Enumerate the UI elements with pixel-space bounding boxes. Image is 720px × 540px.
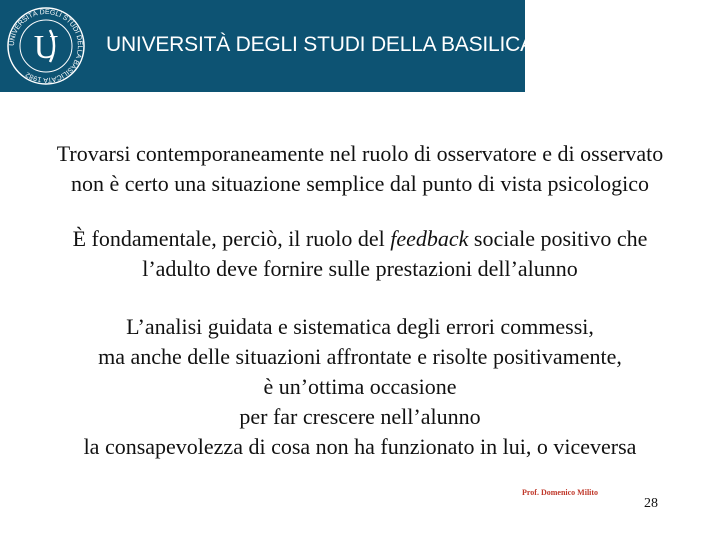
paragraph-2-text-before: È fondamentale, perciò, il ruolo del (72, 226, 391, 251)
paragraph-3 (20, 312, 700, 462)
paragraph-1 (20, 139, 700, 199)
paragraph-2-line-1 (20, 224, 700, 254)
university-name: UNIVERSITÀ DEGLI STUDI DELLA BASILICATA (106, 33, 558, 56)
paragraph-2 (20, 224, 700, 284)
seal-ring-text: UNIVERSITÀ DEGLI STUDI DELLA BASILICATA 1982 (8, 8, 84, 84)
paragraph-3-line-2: ma anche delle situazioni affrontate e risolte positivamente, (98, 344, 622, 369)
paragraph-1-line-1: Trovarsi contemporaneamente nel ruolo di osservatore e di osservato (56, 141, 664, 166)
university-seal-icon (6, 6, 86, 86)
paragraph-1-line-2: non è certo una situazione semplice dal punto di vista psicologico (71, 171, 649, 196)
author-credit: Prof. Domenico Milito (522, 488, 599, 497)
paragraph-3-line-5: la consapevolezza di cosa non ha funzionato in lui, o viceversa (83, 434, 637, 459)
page-number: 28 (644, 496, 658, 511)
paragraph-3-line-3: è un’ottima occasione (263, 374, 457, 399)
paragraph-2-text-after: sociale positivo che (468, 226, 648, 251)
paragraph-3-line-1: L’analisi guidata e sistematica degli errori commessi, (126, 314, 594, 339)
header-banner (0, 0, 558, 92)
paragraph-3-line-4: per far crescere nell’alunno (239, 404, 481, 429)
feedback-emphasis: feedback (390, 226, 469, 251)
paragraph-2-line-2: l’adulto deve fornire sulle prestazioni dell’alunno (142, 256, 578, 281)
seal-initials: U (33, 29, 59, 66)
